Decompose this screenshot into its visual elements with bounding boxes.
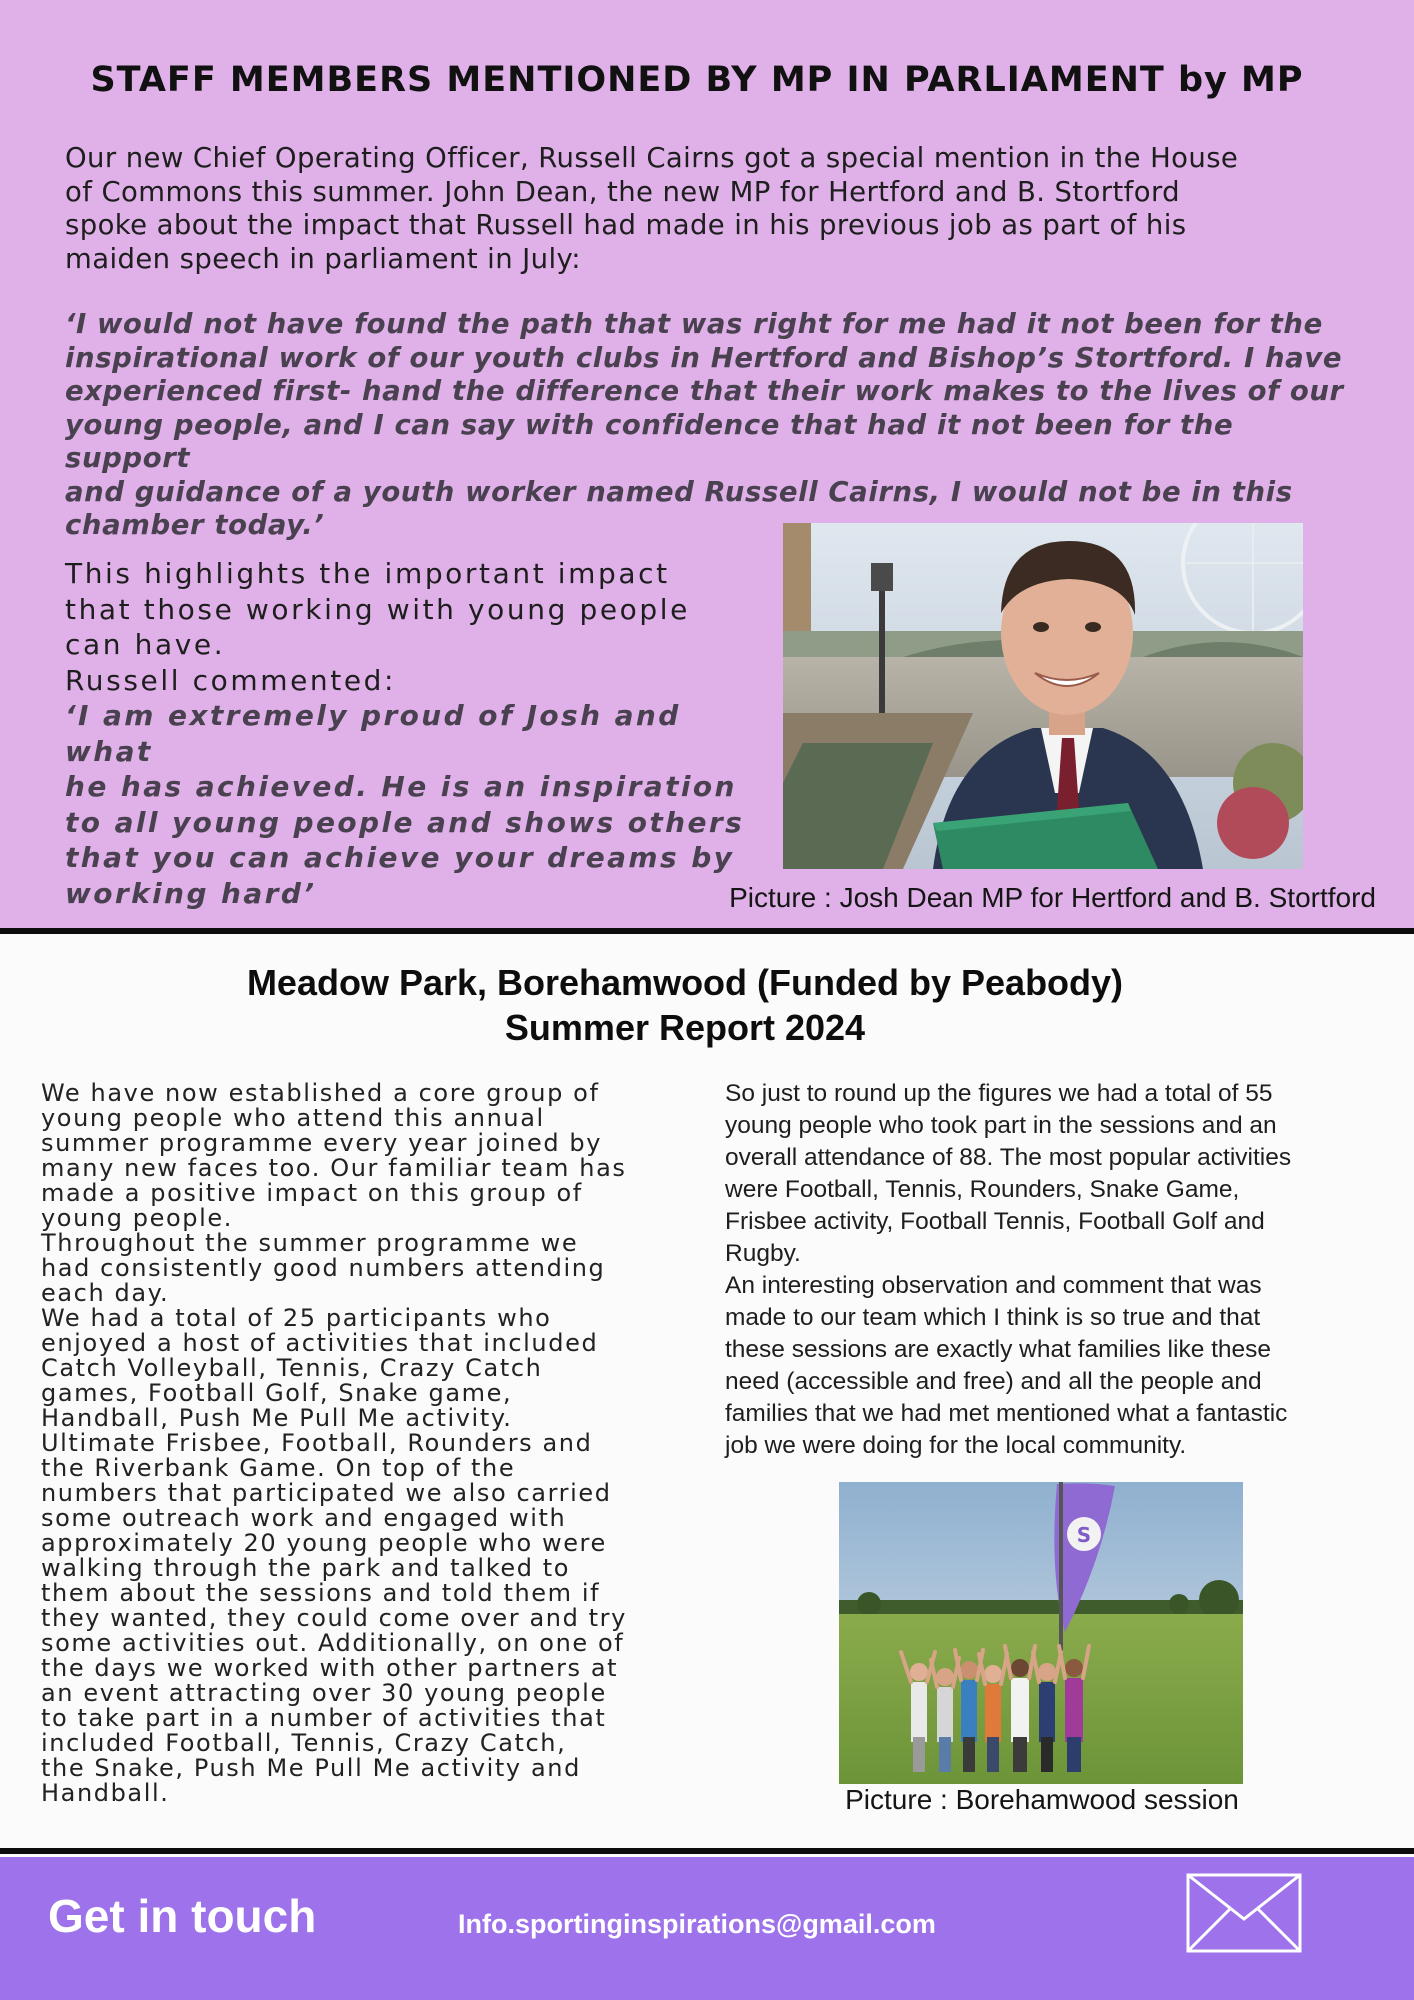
mp-speech-quote: ‘I would not have found the path that was right for me had it not been for the inspirational work of our youth clubs in Hertford and Bishop’s Stortford. I have experienced first- hand the difference that their work makes to the lives of our young people, and I can say with confidence that had it not been for the support and guidance of a youth worker named Russell Cairns, I would not be in this chamber today.’ (65, 308, 1344, 541)
report-title-line2: Summer Report 2024 (504, 1007, 866, 1048)
section-title: STAFF MEMBERS MENTIONED BY MP IN PARLIAMENT by MP (90, 60, 1304, 100)
section-divider (0, 928, 1414, 934)
contact-email-link[interactable]: Info.sportinginspirations@gmail.com (458, 1909, 936, 1939)
session-photo (839, 1482, 1243, 1784)
report-right-column: So just to round up the figures we had a total of 55 young people who took part in the sessions and an overall attendance of 88. The most popular activities were Football, Tennis, Rounders, Snake Game, Frisbee activity, Football Tennis, Football Golf and Rugby. An interesting observation and comment that was made to our team which I think is so true and that these sessions are exactly what families like these need (accessible and free) and all the people and families that we had met mentioned what a fantastic job we were doing for the local community. (725, 1080, 1292, 1459)
intro-paragraph: Our new Chief Operating Officer, Russell Cairns got a special mention in the House of Commons this summer. John Dean, the new MP for Hertford and B. Stortford spoke about the impact that Russell had made in his previous job as part of his maiden speech in parliament in July: (65, 142, 1239, 275)
mp-photo-caption: Picture : Josh Dean MP for Hertford and B. Stortford (729, 882, 1376, 913)
footer-divider (0, 1848, 1414, 1854)
mp-photo-illustration (783, 523, 1303, 869)
mp-photo (783, 523, 1303, 869)
get-in-touch-heading: Get in touch (48, 1890, 317, 1942)
russell-quote: ‘I am extremely proud of Josh and what he has achieved. He is an inspiration to all young people and shows others that you can achieve your dreams by working hard’ (65, 699, 745, 910)
flag-logo: S (1076, 1523, 1092, 1547)
envelope-icon[interactable] (1186, 1873, 1302, 1953)
session-photo-caption: Picture : Borehamwood session (845, 1784, 1239, 1815)
highlight-paragraph: This highlights the important impact that those working with young people can have. Russell commented: (65, 557, 690, 697)
report-title (0, 960, 1370, 1050)
report-title-line1: Meadow Park, Borehamwood (Funded by Peabody) (246, 962, 1124, 1003)
report-left-column: We have now established a core group of young people who attend this annual summer programme every year joined by many new faces too. Our familiar team has made a positive impact on this group of young people. Throughout the summer programme we had consistently good numbers attending each day. We had a total of 25 participants who enjoyed a host of activities that included Catch Volleyball, Tennis, Crazy Catch games, Football Golf, Snake game, Handball, Push Me Pull Me activity. Ultimate Frisbee, Football, Rounders and the Riverbank Game. On top of the numbers that participated we also carried some outreach work and engaged with approximately 20 young people who were walking through the park and talked to them about the sessions and told them if they wanted, they could come over and try some activities out. Additionally, on one of the days we worked with other partners at an event attracting over 30 young people to take part in a number of activities that included Football, Tennis, Crazy Catch, the Snake, Push Me Pull Me activity and Handball. (41, 1079, 627, 1807)
mp-mention-section (0, 0, 1414, 928)
footer (0, 1857, 1414, 2000)
session-photo-illustration (839, 1482, 1243, 1784)
